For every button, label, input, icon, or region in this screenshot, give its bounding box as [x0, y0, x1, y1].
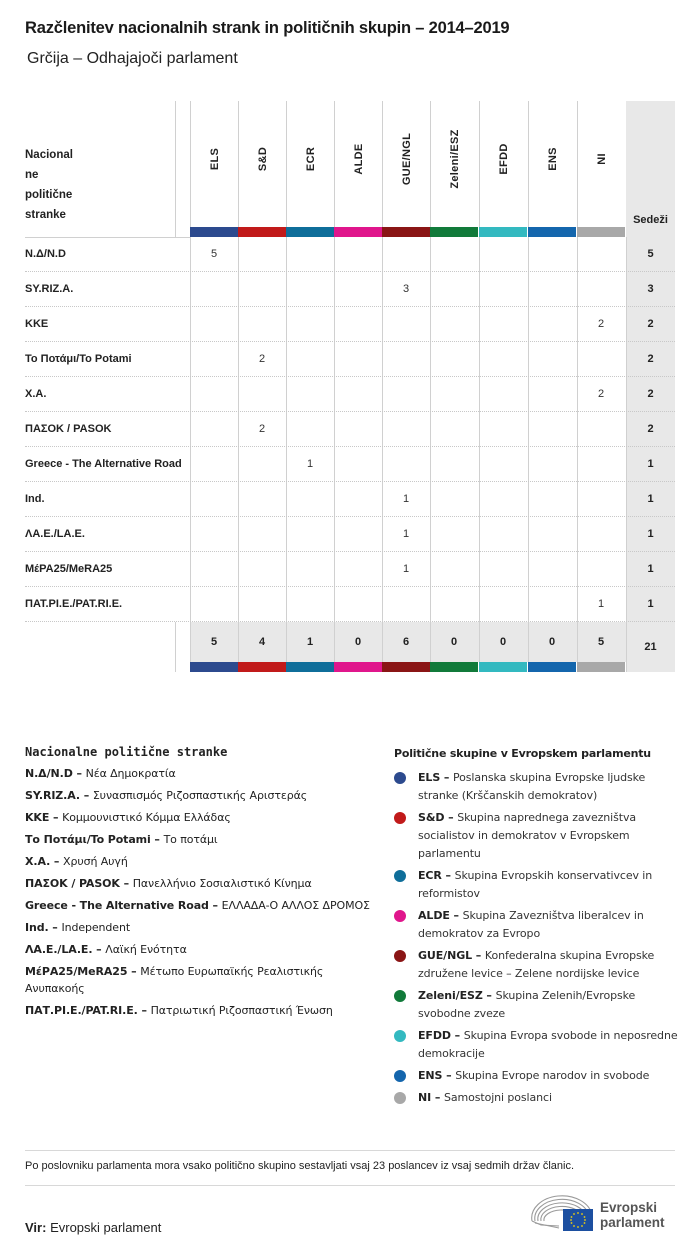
source-value: Evropski parlament	[50, 1220, 162, 1235]
national-legend-title: Nacionalne politične stranke	[25, 745, 228, 759]
party-full-name: Χρυσή Αυγή	[63, 855, 128, 868]
column-total: 4	[258, 636, 266, 648]
grand-total: 21	[644, 641, 657, 653]
parliament-hemicycle-icon	[529, 1195, 595, 1233]
group-abbr: ALDE	[418, 909, 450, 922]
row-total: 1	[647, 598, 654, 610]
footer-note: Po poslovniku parlamenta mora vsako politično skupino sestavljati vsaj 23 poslancev iz vsaj sedmih držav članic.	[25, 1160, 575, 1172]
party-name: ΠΑΣΟΚ / PASOK	[25, 423, 112, 435]
group-color-bar	[334, 662, 382, 672]
national-legend-item: ΛΑ.Ε./LA.E. – Λαϊκή Ενότητα	[25, 943, 187, 956]
page-subtitle: Grčija – Odhajajoči parlament	[27, 50, 238, 67]
row-total: 1	[647, 563, 654, 575]
group-color-bar	[190, 227, 238, 237]
column-total: 0	[548, 636, 556, 648]
group-full-name: Skupina Zavezništva liberalcev in demokratov za Evropo	[418, 909, 644, 940]
column-total: 0	[450, 636, 458, 648]
column-header	[430, 101, 478, 227]
row-total: 3	[647, 283, 654, 295]
row-header-line: stranke	[25, 209, 66, 221]
group-color-dot-icon	[394, 1092, 406, 1104]
party-name: Greece - The Alternative Road	[25, 458, 182, 470]
column-header-label: ALDE	[352, 143, 365, 175]
group-color-bar	[577, 227, 625, 237]
national-legend-item: ΜέΡΑ25/MeRA25 – Μέτωπο Ευρωπαϊκής Ρεαλιστικής Ανυπακοής	[25, 965, 324, 995]
row-total: 2	[647, 388, 654, 400]
party-full-name: Πανελλήνιο Σοσιαλιστικό Κίνημα	[132, 877, 312, 890]
column-header-label: EFDD	[497, 143, 510, 175]
group-color-bar	[382, 227, 430, 237]
column-header-label: ENS	[546, 147, 559, 171]
group-full-name: Skupina Evrope narodov in svobode	[455, 1069, 650, 1082]
groups-legend-title: Politične skupine v Evropskem parlamentu	[394, 747, 651, 760]
seat-cell: 1	[402, 528, 410, 540]
group-color-bar	[430, 662, 478, 672]
column-header-label: NI	[595, 153, 608, 165]
group-legend-item: Zeleni/ESZ – Skupina Zelenih/Evropske svobodne zveze	[394, 987, 684, 1023]
totals-divider	[175, 622, 176, 672]
group-full-name: Skupina Evropskih konservativcev in reformistov	[418, 869, 653, 900]
group-color-bar	[286, 662, 334, 672]
source-credit	[25, 1220, 161, 1235]
column-total: 6	[402, 636, 410, 648]
party-name: Το Ποτάμι/To Potami	[25, 353, 132, 365]
group-abbr: EFDD	[418, 1029, 451, 1042]
group-color-bar	[382, 662, 430, 672]
group-color-bar	[430, 227, 478, 237]
group-color-dot-icon	[394, 950, 406, 962]
seat-cell: 1	[402, 563, 410, 575]
table-row	[25, 517, 675, 552]
party-abbr: ΜέΡΑ25/MeRA25	[25, 965, 128, 978]
party-full-name: Independent	[61, 921, 131, 934]
seat-cell: 2	[258, 353, 266, 365]
party-abbr: X.A.	[25, 855, 51, 868]
table-row	[25, 342, 675, 377]
column-header	[528, 101, 576, 227]
row-header-line: politične	[25, 189, 73, 201]
group-abbr: S&D	[418, 811, 445, 824]
group-full-name: Skupina naprednega zavezništva socialistov in demokratov v Evropskem parlamentu	[418, 811, 637, 860]
national-legend-item: SY.RIZ.A. – Συνασπισμός Ριζοσπαστικής Αριστεράς	[25, 789, 308, 802]
column-header	[238, 101, 286, 227]
group-color-bar	[238, 662, 286, 672]
group-color-dot-icon	[394, 1070, 406, 1082]
seat-cell: 3	[402, 283, 410, 295]
party-full-name: Κομμουνιστικό Κόμμα Ελλάδας	[62, 811, 231, 824]
group-full-name: Skupina Zelenih/Evropske svobodne zveze	[418, 989, 636, 1020]
group-abbr: NI	[418, 1091, 432, 1104]
column-header-label: GUE/NGL	[400, 132, 413, 186]
header-divider	[175, 101, 176, 237]
group-legend-item: GUE/NGL – Konfederalna skupina Evropske združene levice – Zelene nordijske levice	[394, 947, 684, 983]
party-abbr: ΛΑ.Ε./LA.E.	[25, 943, 93, 956]
table-row	[25, 447, 675, 482]
group-color-bar	[334, 227, 382, 237]
party-full-name: Λαϊκή Ενότητα	[105, 943, 187, 956]
row-total: 1	[647, 458, 654, 470]
column-header-label: ECR	[304, 146, 317, 172]
group-abbr: Zeleni/ESZ	[418, 989, 483, 1002]
national-legend-item: X.A. – Χρυσή Αυγή	[25, 855, 128, 868]
footer-divider	[25, 1185, 675, 1186]
table-row	[25, 552, 675, 587]
party-abbr: SY.RIZ.A.	[25, 789, 80, 802]
party-full-name: Νέα Δημοκρατία	[85, 767, 176, 780]
column-header	[190, 101, 238, 227]
party-full-name: Πατριωτική Ριζοσπαστική Ένωση	[150, 1004, 333, 1017]
seat-cell: 1	[402, 493, 410, 505]
column-header-label: Zeleni/ESZ	[448, 129, 461, 189]
group-color-dot-icon	[394, 910, 406, 922]
party-abbr: KKE	[25, 811, 50, 824]
group-color-dot-icon	[394, 1030, 406, 1042]
group-color-dot-icon	[394, 812, 406, 824]
group-color-dot-icon	[394, 870, 406, 882]
party-name: N.Δ/N.D	[25, 248, 66, 260]
group-legend-item: EFDD – Skupina Evropa svobode in neposredne demokracije	[394, 1027, 684, 1063]
seat-cell: 2	[597, 388, 605, 400]
national-parties-legend	[25, 745, 375, 1024]
group-full-name: Samostojni poslanci	[443, 1091, 552, 1104]
party-full-name: ΕΛΛΑΔΑ-Ο ΑΛΛΟΣ ΔΡΟΜΟΣ	[221, 899, 370, 912]
group-color-bar	[190, 662, 238, 672]
party-abbr: ΠΑΤ.ΡΙ.Ε./PAT.RI.E.	[25, 1004, 138, 1017]
table-row	[25, 272, 675, 307]
group-full-name: Poslanska skupina Evropske ljudske stranke (Krščanskih demokratov)	[418, 771, 646, 802]
group-abbr: ELS	[418, 771, 441, 784]
column-header	[334, 101, 382, 227]
table-row	[25, 587, 675, 622]
row-total: 2	[647, 423, 654, 435]
seats-header: Sedeži	[633, 214, 668, 226]
column-total: 0	[499, 636, 507, 648]
row-total: 5	[647, 248, 654, 260]
party-name: ΛΑ.Ε./LA.E.	[25, 528, 85, 540]
group-color-bar	[528, 662, 576, 672]
party-name: SY.RIZ.A.	[25, 283, 74, 295]
national-legend-item: KKE – Κομμουνιστικό Κόμμα Ελλάδας	[25, 811, 231, 824]
party-abbr: Ind.	[25, 921, 49, 934]
logo-line1: Evropski	[600, 1200, 658, 1215]
column-header	[479, 101, 527, 227]
group-legend-item: ENS – Skupina Evrope narodov in svobode	[394, 1067, 684, 1085]
column-total: 5	[210, 636, 218, 648]
table-row	[25, 237, 675, 272]
party-abbr: Το Ποτάμι/To Potami	[25, 833, 151, 846]
group-color-bar	[238, 227, 286, 237]
column-header	[286, 101, 334, 227]
row-total: 2	[647, 318, 654, 330]
column-total: 5	[597, 636, 605, 648]
group-full-name: Skupina Evropa svobode in neposredne demokracije	[418, 1029, 678, 1060]
party-full-name: Συνασπισμός Ριζοσπαστικής Αριστεράς	[92, 789, 308, 802]
group-legend-item: ALDE – Skupina Zavezništva liberalcev in demokratov za Evropo	[394, 907, 684, 943]
row-total: 1	[647, 528, 654, 540]
column-header-label: S&D	[256, 146, 269, 172]
group-legend-item: ELS – Poslanska skupina Evropske ljudske stranke (Krščanskih demokratov)	[394, 769, 684, 805]
group-abbr: GUE/NGL	[418, 949, 473, 962]
row-total: 1	[647, 493, 654, 505]
national-legend-item: Το Ποτάμι/To Potami – Το ποτάμι	[25, 833, 218, 846]
party-name: X.A.	[25, 388, 47, 400]
column-total: 1	[306, 636, 314, 648]
party-full-name: Το ποτάμι	[163, 833, 218, 846]
group-color-dot-icon	[394, 772, 406, 784]
row-header-line: Nacional	[25, 149, 73, 161]
political-groups-legend	[394, 747, 684, 1111]
national-legend-item: N.Δ/N.D – Νέα Δημοκρατία	[25, 767, 176, 780]
party-name: Ind.	[25, 493, 45, 505]
group-legend-item: NI – Samostojni poslanci	[394, 1089, 684, 1107]
party-abbr: N.Δ/N.D	[25, 767, 73, 780]
seat-cell: 2	[597, 318, 605, 330]
row-header-line: ne	[25, 169, 39, 181]
group-abbr: ENS	[418, 1069, 443, 1082]
table-row	[25, 307, 675, 342]
national-legend-item: ΠΑΤ.ΡΙ.Ε./PAT.RI.E. – Πατριωτική Ριζοσπαστική Ένωση	[25, 1004, 333, 1017]
national-legend-item: Greece - The Alternative Road – ΕΛΛΑΔΑ-Ο ΑΛΛΟΣ ΔΡΟΜΟΣ	[25, 899, 370, 912]
logo-line2: parlament	[600, 1215, 665, 1230]
footer-divider	[25, 1150, 675, 1151]
page-title: Razčlenitev nacionalnih strank in političnih skupin – 2014–2019	[25, 19, 510, 37]
group-color-bar	[479, 662, 527, 672]
group-color-bar	[577, 662, 625, 672]
source-label: Vir:	[25, 1220, 47, 1235]
party-abbr: ΠΑΣΟΚ / PASOK	[25, 877, 120, 890]
european-parliament-logo	[529, 1195, 679, 1235]
column-header-label: ELS	[208, 147, 221, 171]
party-full-name: Μέτωπο Ευρωπαϊκής Ρεαλιστικής Ανυπακοής	[25, 965, 324, 995]
table-row	[25, 482, 675, 517]
national-legend-item: Ind. – Independent	[25, 921, 131, 934]
column-header	[382, 101, 430, 227]
group-legend-item: S&D – Skupina naprednega zavezništva socialistov in demokratov v Evropskem parlamentu	[394, 809, 684, 863]
table-row	[25, 377, 675, 412]
seat-cell: 5	[210, 248, 218, 260]
party-abbr: Greece - The Alternative Road	[25, 899, 209, 912]
national-legend-item: ΠΑΣΟΚ / PASOK – Πανελλήνιο Σοσιαλιστικό Κίνημα	[25, 877, 312, 890]
party-name: ΠΑΤ.ΡΙ.Ε./PAT.RI.E.	[25, 598, 123, 610]
column-header	[577, 101, 625, 227]
group-color-bar	[286, 227, 334, 237]
logo-text	[600, 1200, 665, 1230]
group-abbr: ECR	[418, 869, 442, 882]
table-row	[25, 412, 675, 447]
group-full-name: Konfederalna skupina Evropske združene levice – Zelene nordijske levice	[418, 949, 655, 980]
party-name: KKE	[25, 318, 49, 330]
seat-cell: 2	[258, 423, 266, 435]
row-header-label	[25, 145, 85, 225]
party-name: ΜέΡΑ25/MeRA25	[25, 563, 113, 575]
group-color-bar	[528, 227, 576, 237]
row-total: 2	[647, 353, 654, 365]
column-total: 0	[354, 636, 362, 648]
group-color-bar	[479, 227, 527, 237]
seat-cell: 1	[597, 598, 605, 610]
seat-cell: 1	[306, 458, 314, 470]
group-legend-item: ECR – Skupina Evropskih konservativcev in reformistov	[394, 867, 684, 903]
group-color-dot-icon	[394, 990, 406, 1002]
